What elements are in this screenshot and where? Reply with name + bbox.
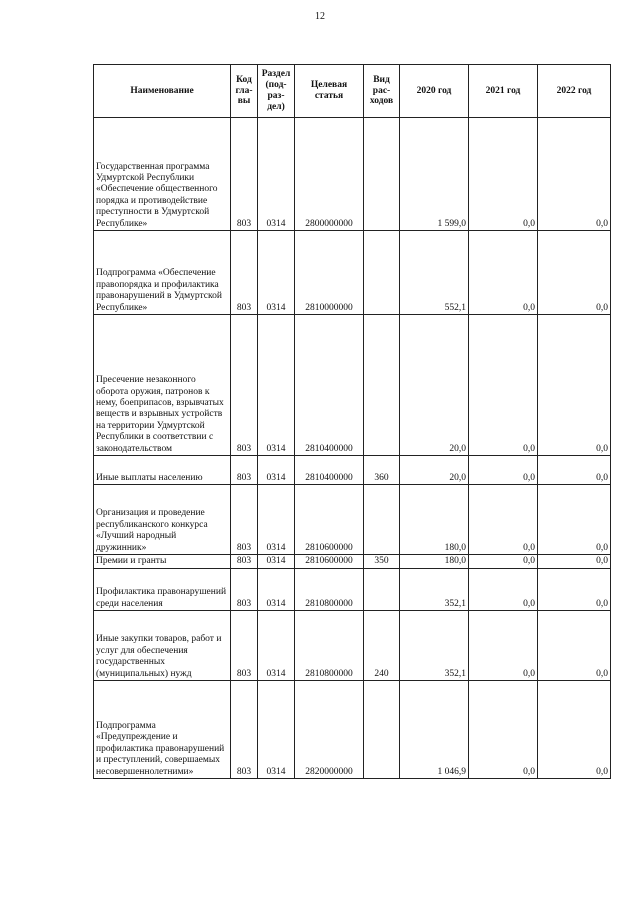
row-name: Иные выплаты населению [94,456,231,485]
row-name: Организация и проведение республиканского конкурса «Лучший народный дружинник» [94,485,231,555]
row-target: 2810400000 [295,456,364,485]
row-target: 2810600000 [295,555,364,569]
row-2022: 0,0 [538,569,611,611]
row-expense-type [364,315,400,456]
row-2021: 0,0 [469,569,538,611]
row-target: 2810800000 [295,611,364,681]
row-name: Государственная программа Удмуртской Республики «Обеспечение общественного порядка и противодействие преступности в Удмуртской Республике» [94,118,231,231]
row-2020: 352,1 [400,611,469,681]
table-header-row [94,65,611,118]
table-row [94,456,611,485]
row-2020: 352,1 [400,569,469,611]
row-name: Иные закупки товаров, работ и услуг для обеспечения государственных (муниципальных) нужд [94,611,231,681]
table-row [94,611,611,681]
row-2020: 180,0 [400,485,469,555]
row-name: Премии и гранты [94,555,231,569]
row-section: 0314 [258,456,295,485]
table-row [94,569,611,611]
row-2020: 180,0 [400,555,469,569]
row-2022: 0,0 [538,118,611,231]
row-section: 0314 [258,231,295,315]
header-2020: 2020 год [400,65,469,118]
row-code: 803 [231,456,258,485]
row-2020: 20,0 [400,315,469,456]
row-expense-type: 240 [364,611,400,681]
row-target: 2800000000 [295,118,364,231]
row-2022: 0,0 [538,315,611,456]
row-code: 803 [231,681,258,779]
table-row [94,231,611,315]
table-row [94,485,611,555]
row-section: 0314 [258,555,295,569]
header-name: Наименование [94,65,231,118]
row-target: 2810600000 [295,485,364,555]
header-target: Целевая статья [295,65,364,118]
row-expense-type [364,681,400,779]
row-expense-type [364,231,400,315]
row-section: 0314 [258,315,295,456]
header-2021: 2021 год [469,65,538,118]
row-code: 803 [231,569,258,611]
page-number: 12 [315,11,325,22]
row-2020: 1 599,0 [400,118,469,231]
row-2021: 0,0 [469,118,538,231]
row-2021: 0,0 [469,681,538,779]
row-section: 0314 [258,569,295,611]
row-2022: 0,0 [538,611,611,681]
row-2021: 0,0 [469,485,538,555]
row-code: 803 [231,611,258,681]
row-target: 2820000000 [295,681,364,779]
row-name: Профилактика правонарушений среди населения [94,569,231,611]
row-2021: 0,0 [469,315,538,456]
row-code: 803 [231,231,258,315]
row-section: 0314 [258,681,295,779]
header-expense-type: Вид рас- ходов [364,65,400,118]
row-2021: 0,0 [469,456,538,485]
row-2022: 0,0 [538,485,611,555]
row-name: Пресечение незаконного оборота оружия, патронов к нему, боеприпасов, взрывчатых веществ и взрывных устройств на территории Удмуртской Республики в соответствии с законодательством [94,315,231,456]
table-row [94,555,611,569]
row-2020: 552,1 [400,231,469,315]
row-2020: 20,0 [400,456,469,485]
row-section: 0314 [258,485,295,555]
row-name: Подпрограмма «Предупреждение и профилактика правонарушений и преступлений, совершаемых несовершеннолетними» [94,681,231,779]
row-2021: 0,0 [469,611,538,681]
header-code: Код гла- вы [231,65,258,118]
row-expense-type [364,118,400,231]
row-expense-type [364,485,400,555]
table-row [94,315,611,456]
row-code: 803 [231,118,258,231]
header-section: Раздел (под- раз- дел) [258,65,295,118]
row-target: 2810400000 [295,315,364,456]
table-row [94,681,611,779]
row-name: Подпрограмма «Обеспечение правопорядка и профилактика правонарушений в Удмуртской Республике» [94,231,231,315]
row-2021: 0,0 [469,555,538,569]
row-code: 803 [231,315,258,456]
row-code: 803 [231,485,258,555]
header-2022: 2022 год [538,65,611,118]
row-2022: 0,0 [538,681,611,779]
table-row [94,118,611,231]
row-expense-type [364,569,400,611]
row-target: 2810800000 [295,569,364,611]
row-expense-type: 360 [364,456,400,485]
row-2022: 0,0 [538,456,611,485]
row-2022: 0,0 [538,555,611,569]
row-section: 0314 [258,118,295,231]
budget-table [93,64,611,779]
row-2022: 0,0 [538,231,611,315]
row-2021: 0,0 [469,231,538,315]
row-expense-type: 350 [364,555,400,569]
row-target: 2810000000 [295,231,364,315]
row-code: 803 [231,555,258,569]
row-section: 0314 [258,611,295,681]
row-2020: 1 046,9 [400,681,469,779]
